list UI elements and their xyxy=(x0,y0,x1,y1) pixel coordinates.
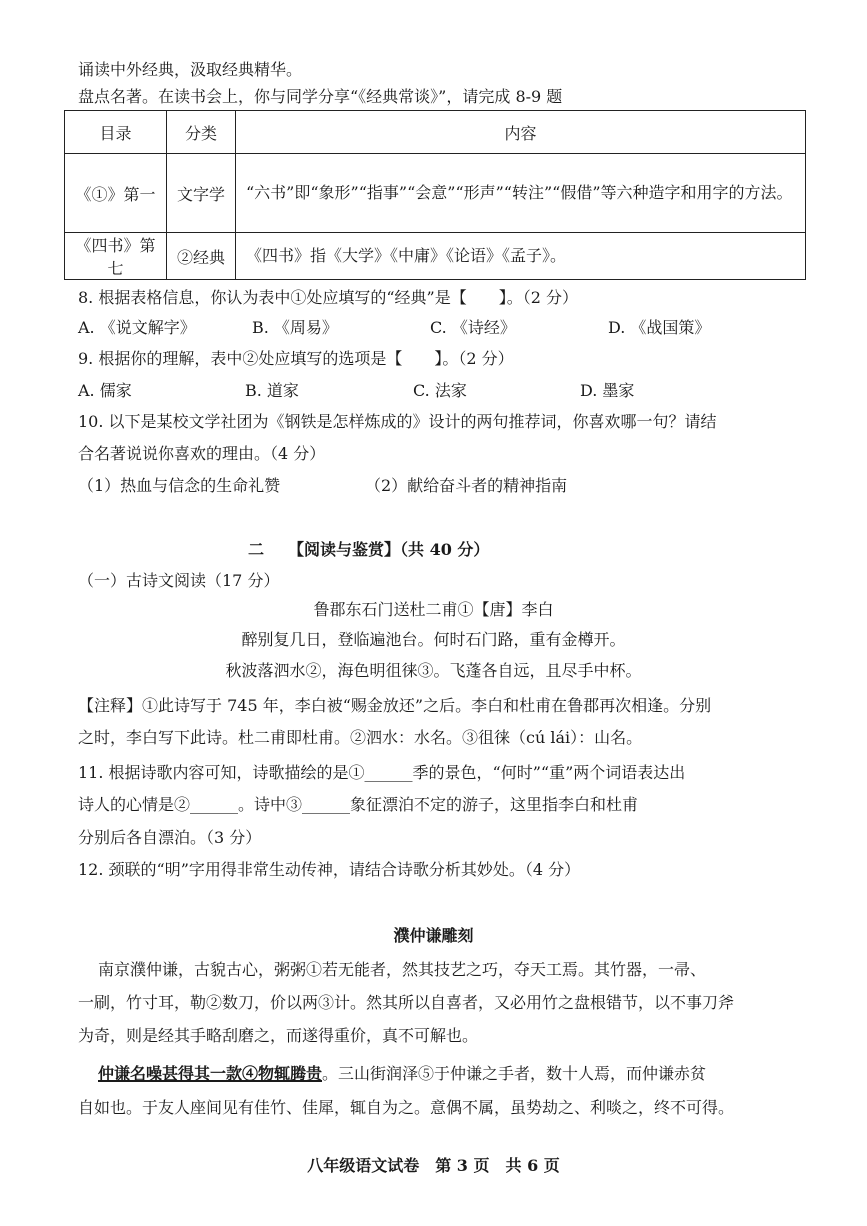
passage-line-4 xyxy=(98,1066,706,1082)
q12-line-1: 12. 颈联的“明”字用得非常生动传神，请结合诗歌分析其妙处。（4 分） xyxy=(78,860,581,879)
table-cell: 《四书》第七 xyxy=(65,233,167,280)
passage-line-4-rest: 。三山街润泽⑤于仲谦之手者，数十人焉，而仲谦赤贫 xyxy=(322,1064,707,1083)
poem-title: 鲁郡东石门送杜二甫①【唐】李白 xyxy=(313,600,554,619)
table-header-cell: 目录 xyxy=(65,111,167,154)
q10-choice-1: （1）热血与信念的生命礼赞 xyxy=(78,476,281,495)
q10-choice-2: （2）献给奋斗者的精神指南 xyxy=(365,476,568,495)
q11-line-2: 诗人的心情是②______。诗中③______象征漂泊不定的游子，这里指李白和杜甫 xyxy=(78,795,639,814)
table-cell: “六书”即“象形”“指事”“会意”“形声”“转注”“假借”等六种造字和用字的方法。 xyxy=(236,154,806,233)
q10-line-2: 合名著说说你喜欢的理由。（4 分） xyxy=(78,444,326,463)
q8-option-a: A. 《说文解字》 xyxy=(78,318,196,337)
underlined-sentence: 仲谦名噪甚得其一款④物辄腾贵 xyxy=(98,1064,323,1083)
table-cell: 《四书》指《大学》《中庸》《论语》《孟子》。 xyxy=(236,233,806,280)
intro-line-2: 盘点名著。在读书会上，你与同学分享“《经典常谈》”，请完成 8-9 题 xyxy=(78,87,563,106)
q9-stem: 9. 根据你的理解，表中②处应填写的选项是【 】。（2 分） xyxy=(78,349,514,368)
q8-option-b: B. 《周易》 xyxy=(252,318,338,337)
classics-table xyxy=(64,110,806,280)
passage-title: 濮仲谦雕刻 xyxy=(393,926,474,945)
q8-option-c: C. 《诗经》 xyxy=(430,318,516,337)
q9-option-a: A. 儒家 xyxy=(78,381,132,400)
q11-line-3: 分别后各自漂泊。（3 分） xyxy=(78,828,262,847)
table-cell: 《①》第一 xyxy=(65,154,167,233)
section-2-title: 二 【阅读与鉴赏】（共 40 分） xyxy=(248,540,490,559)
table-cell: ②经典 xyxy=(167,233,236,280)
notes-line-2: 之时，李白写下此诗。杜二甫即杜甫。②泗水：水名。③徂徕（cú lái）：山名。 xyxy=(78,728,643,747)
q8-stem: 8. 根据表格信息，你认为表中①处应填写的“经典”是【 】。（2 分） xyxy=(78,288,578,307)
page-footer: 八年级语文试卷 第 3 页 共 6 页 xyxy=(307,1156,560,1175)
table-header-row xyxy=(65,111,806,154)
poem-line-2: 秋波落泗水②，海色明徂徕③。飞蓬各自远，且尽手中杯。 xyxy=(225,661,642,680)
passage-line-1: 南京濮仲谦，古貌古心，粥粥①若无能者，然其技艺之巧，夺天工焉。其竹器，一帚、 xyxy=(98,960,707,979)
q10-line-1: 10. 以下是某校文学社团为《钢铁是怎样炼成的》设计的两句推荐词，你喜欢哪一句？请结 xyxy=(78,412,717,431)
q11-line-1: 11. 根据诗歌内容可知，诗歌描绘的是①______季的景色，“何时”“重”两个词语表达出 xyxy=(78,763,686,782)
passage-line-2: 一刷，竹寸耳，勒②数刀，价以两③计。然其所以自喜者，又必用竹之盘根错节，以不事刀斧 xyxy=(78,993,735,1012)
q9-option-c: C. 法家 xyxy=(413,381,467,400)
q9-option-b: B. 道家 xyxy=(245,381,299,400)
poem-line-1: 醉别复几日，登临遍池台。何时石门路，重有金樽开。 xyxy=(241,630,626,649)
notes-line-1: 【注释】①此诗写于 745 年，李白被“赐金放还”之后。李白和杜甫在鲁郡再次相逢。分别 xyxy=(78,696,712,715)
table-header-cell: 内容 xyxy=(236,111,806,154)
section-2-sub-1: （一）古诗文阅读（17 分） xyxy=(78,571,280,590)
table-row xyxy=(65,233,806,280)
table-header-cell: 分类 xyxy=(167,111,236,154)
intro-line-1: 诵读中外经典，汲取经典精华。 xyxy=(78,60,303,79)
table-cell: 文字学 xyxy=(167,154,236,233)
q8-option-d: D. 《战国策》 xyxy=(608,318,711,337)
q9-option-d: D. 墨家 xyxy=(580,381,635,400)
table-row xyxy=(65,154,806,233)
passage-line-3: 为奇，则是经其手略刮磨之，而遂得重价，真不可解也。 xyxy=(78,1026,479,1045)
passage-line-5: 自如也。于友人座间见有佳竹、佳犀，辄自为之。意偶不属，虽势劫之、利啖之，终不可得。 xyxy=(78,1098,735,1117)
